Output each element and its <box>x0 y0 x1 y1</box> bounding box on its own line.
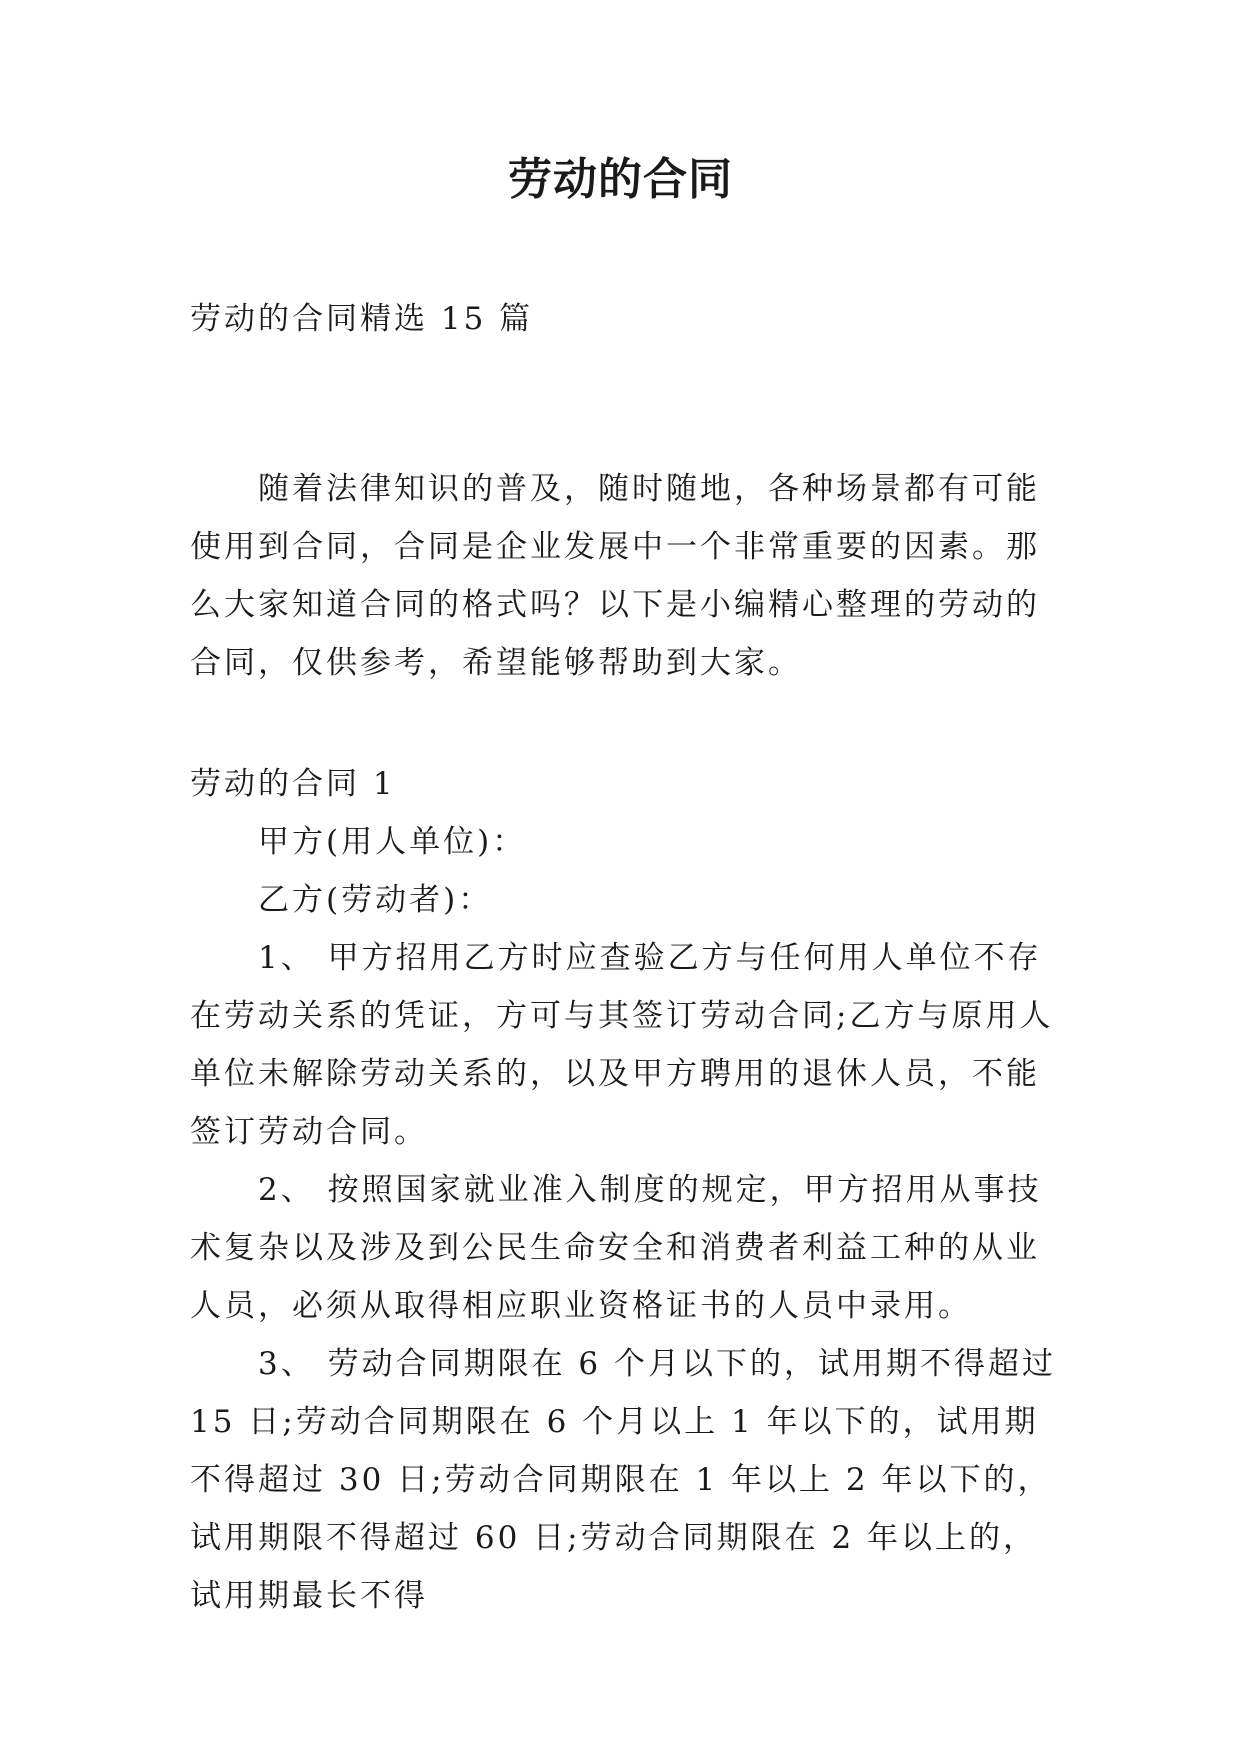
clause-paragraph-1: 1、 甲方招用乙方时应查验乙方与任何用人单位不存在劳动关系的凭证，方可与其签订劳动合同;乙方与原用人单位未解除劳动关系的，以及甲方聘用的退休人员，不能签订劳动合同。 <box>190 940 1054 1150</box>
intro-paragraph: 随着法律知识的普及，随时随地，各种场景都有可能使用到合同，合同是企业发展中一个非常重要的因素。那么大家知道合同的格式吗？以下是小编精心整理的劳动的合同，仅供参考，希望能够帮助到大家。 <box>190 471 1040 681</box>
party-a-line: 甲方(用人单位)： <box>258 824 527 860</box>
clause-paragraph-2: 2、 按照国家就业准入制度的规定，甲方招用从事技术复杂以及涉及到公民生命安全和消费者利益工种的从业人员，必须从取得相应职业资格证书的人员中录用。 <box>190 1172 1042 1324</box>
party-b-line: 乙方(劳动者)： <box>258 882 493 918</box>
document-subtitle: 劳动的合同精选 15 篇 <box>190 301 534 337</box>
contract-heading: 劳动的合同 1 <box>190 766 396 802</box>
document-title: 劳动的合同 <box>508 154 733 205</box>
clause-paragraph-3: 3、 劳动合同期限在 6 个月以下的，试用期不得超过 15 日;劳动合同期限在 6 个月以上 1 年以下的，试用期不得超过 30 日;劳动合同期限在 1 年以上 2 年以下的，试用期限不得超过 60 日;劳动合同期限在 2 年以上的，试用期最长不得 <box>190 1346 1057 1614</box>
